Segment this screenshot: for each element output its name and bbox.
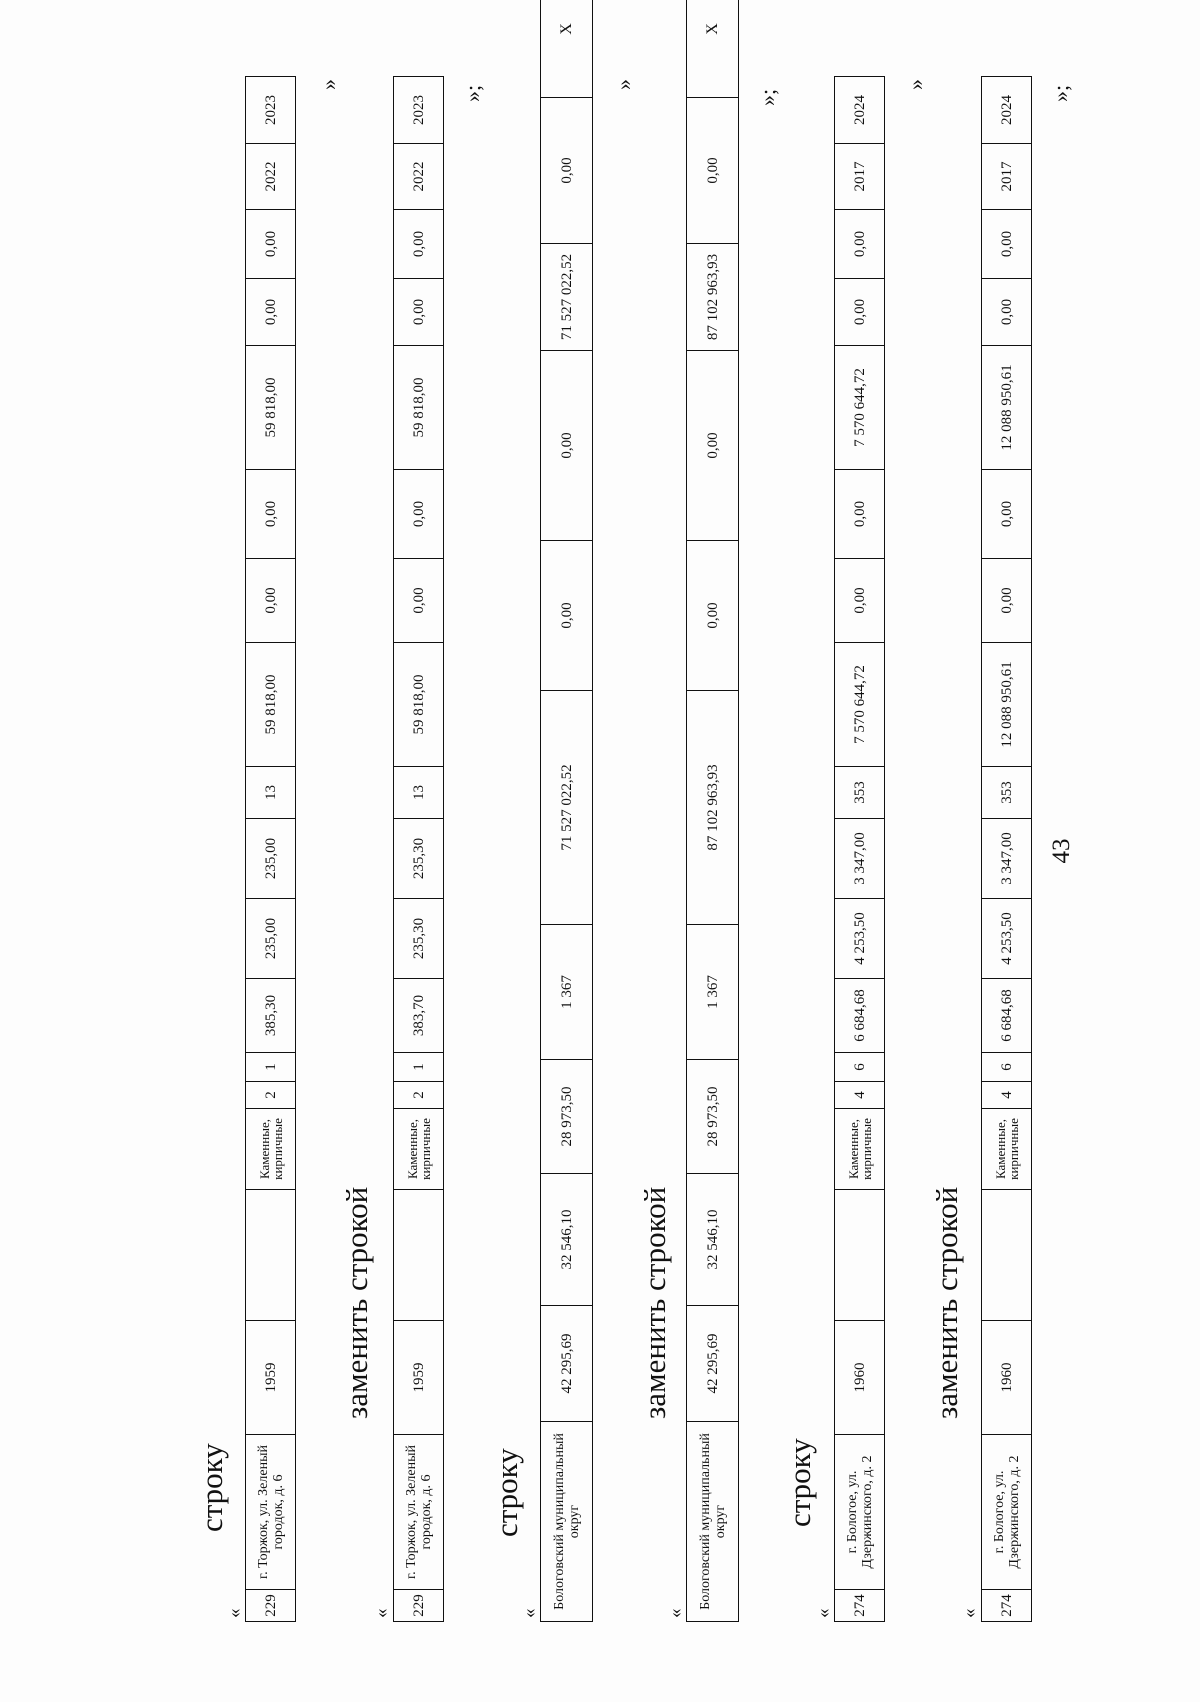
table-row [246, 77, 296, 1622]
cell-area: 4 253,50 [835, 899, 885, 979]
cell-value: 0,00 [982, 210, 1032, 279]
cell-value: 0,00 [687, 541, 739, 691]
cell-value: 0,00 [982, 470, 1032, 559]
cell-number: 229 [394, 1590, 444, 1622]
cell-value: 42 295,69 [541, 1306, 593, 1422]
open-quote: « [665, 1608, 686, 1618]
cell-wall-material: Каменные, кирпичные [982, 1109, 1032, 1190]
cell-value: 12 088 950,61 [982, 346, 1032, 470]
open-quote: « [224, 1608, 245, 1618]
cell-residents: 13 [394, 767, 444, 819]
cell-floors: 2 [246, 1082, 296, 1109]
cell-total-cost: 7 570 644,72 [835, 643, 885, 767]
close-quote: »; [1048, 84, 1073, 102]
cell-value: 0,00 [246, 279, 296, 346]
cell-wall-material: Каменные, кирпичные [246, 1109, 296, 1190]
cell-residents: 13 [246, 767, 296, 819]
cell-value: 1 367 [687, 925, 739, 1060]
cell-address: г. Бологое, ул. Дзержинского, д. 2 [982, 1435, 1032, 1590]
close-quote: » [903, 79, 928, 90]
close-quote: »; [755, 88, 780, 106]
table-row [541, 0, 593, 1622]
cell-value: 0,00 [835, 559, 885, 643]
open-quote: « [813, 1608, 834, 1618]
cell-value: 0,00 [541, 351, 593, 541]
cell-year-built: 1960 [835, 1321, 885, 1435]
cell-year: 2022 [394, 144, 444, 210]
cell-number: 274 [982, 1590, 1032, 1622]
open-quote: « [519, 1608, 540, 1618]
cell-address: г. Торжок, ул. Зеленый городок, д. 6 [394, 1435, 444, 1590]
cell-value: X [687, 0, 739, 98]
cell-value: 42 295,69 [687, 1306, 739, 1422]
cell-area: 235,00 [246, 899, 296, 979]
cell-value: 71 527 022,52 [541, 244, 593, 351]
cell-residents: 353 [982, 767, 1032, 819]
cell-total-area: 385,30 [246, 979, 296, 1053]
cell-value: 32 546,10 [541, 1174, 593, 1306]
cell-year: 2024 [982, 77, 1032, 144]
cell-value: 0,00 [246, 210, 296, 279]
cell-value: 0,00 [541, 98, 593, 244]
cell-total-cost: 59 818,00 [246, 643, 296, 767]
cell-value: 0,00 [687, 98, 739, 244]
close-quote: » [316, 79, 341, 90]
cell-area: 235,30 [394, 899, 444, 979]
cell-wall-material: Каменные, кирпичные [394, 1109, 444, 1190]
cell-value: 0,00 [835, 470, 885, 559]
cell-value: 87 102 963,93 [687, 244, 739, 351]
cell-value: 0,00 [541, 541, 593, 691]
open-quote: « [371, 1608, 392, 1618]
cell-value: 0,00 [394, 470, 444, 559]
cell-value: 7 570 644,72 [835, 346, 885, 470]
cell-year: 2017 [982, 144, 1032, 210]
cell-value: 0,00 [835, 279, 885, 346]
cell-value: 0,00 [982, 279, 1032, 346]
block-heading: заменить строкой [929, 1186, 964, 1419]
cell-value: 0,00 [394, 210, 444, 279]
register-table [981, 76, 1032, 1622]
cell-year-built: 1960 [982, 1321, 1032, 1435]
cell-area-residential: 3 347,00 [982, 819, 1032, 899]
cell-year: 2022 [246, 144, 296, 210]
cell-value: 59 818,00 [394, 346, 444, 470]
cell-address: г. Бологое, ул. Дзержинского, д. 2 [835, 1435, 885, 1590]
cell-district-label: Бологовский муниципальный округ [541, 1422, 593, 1622]
cell-floors: 2 [394, 1082, 444, 1109]
cell-total-cost: 59 818,00 [394, 643, 444, 767]
cell-year-built: 1959 [394, 1321, 444, 1435]
cell-value: X [541, 0, 593, 98]
cell-year: 2017 [835, 144, 885, 210]
table-row [687, 0, 739, 1622]
page-number: 43 [1048, 838, 1075, 864]
cell-entrances: 1 [394, 1053, 444, 1082]
cell-number: 274 [835, 1590, 885, 1622]
cell-empty [394, 1190, 444, 1321]
cell-empty [246, 1190, 296, 1321]
cell-value: 28 973,50 [541, 1060, 593, 1174]
block-heading: строку [194, 1443, 229, 1532]
cell-year: 2024 [835, 77, 885, 144]
summary-table [540, 0, 593, 1622]
register-table [834, 76, 885, 1622]
cell-year: 2023 [246, 77, 296, 144]
block-heading: строку [782, 1438, 817, 1527]
open-quote: « [959, 1608, 980, 1618]
cell-area-residential: 3 347,00 [835, 819, 885, 899]
cell-area: 4 253,50 [982, 899, 1032, 979]
cell-total-area: 6 684,68 [835, 979, 885, 1053]
cell-value: 0,00 [246, 470, 296, 559]
cell-address: г. Торжок, ул. Зеленый городок, д. 6 [246, 1435, 296, 1590]
close-quote: » [611, 79, 636, 90]
cell-value: 87 102 963,93 [687, 691, 739, 925]
cell-entrances: 1 [246, 1053, 296, 1082]
cell-year: 2023 [394, 77, 444, 144]
table-row [835, 77, 885, 1622]
cell-residents: 353 [835, 767, 885, 819]
cell-entrances: 6 [835, 1053, 885, 1082]
cell-wall-material: Каменные, кирпичные [835, 1109, 885, 1190]
cell-value: 0,00 [394, 559, 444, 643]
cell-value: 32 546,10 [687, 1174, 739, 1306]
cell-total-area: 6 684,68 [982, 979, 1032, 1053]
cell-area-residential: 235,00 [246, 819, 296, 899]
block-heading: строку [489, 1448, 524, 1537]
summary-table [686, 0, 739, 1622]
cell-empty [982, 1190, 1032, 1321]
cell-floors: 4 [835, 1082, 885, 1109]
close-quote: »; [460, 84, 485, 102]
cell-area-residential: 235,30 [394, 819, 444, 899]
cell-entrances: 6 [982, 1053, 1032, 1082]
cell-value: 0,00 [246, 559, 296, 643]
cell-value: 59 818,00 [246, 346, 296, 470]
cell-value: 0,00 [394, 279, 444, 346]
cell-number: 229 [246, 1590, 296, 1622]
cell-value: 0,00 [687, 351, 739, 541]
cell-empty [835, 1190, 885, 1321]
register-table [245, 76, 296, 1622]
cell-value: 28 973,50 [687, 1060, 739, 1174]
table-row [982, 77, 1032, 1622]
cell-total-cost: 12 088 950,61 [982, 643, 1032, 767]
cell-value: 0,00 [982, 559, 1032, 643]
cell-floors: 4 [982, 1082, 1032, 1109]
cell-value: 1 367 [541, 925, 593, 1060]
cell-value: 0,00 [835, 210, 885, 279]
cell-district-label: Бологовский муниципальный округ [687, 1422, 739, 1622]
cell-value: 71 527 022,52 [541, 691, 593, 925]
table-row [394, 77, 444, 1622]
block-heading: заменить строкой [339, 1186, 374, 1419]
block-heading: заменить строкой [637, 1186, 672, 1419]
cell-year-built: 1959 [246, 1321, 296, 1435]
cell-total-area: 383,70 [394, 979, 444, 1053]
register-table [393, 76, 444, 1622]
